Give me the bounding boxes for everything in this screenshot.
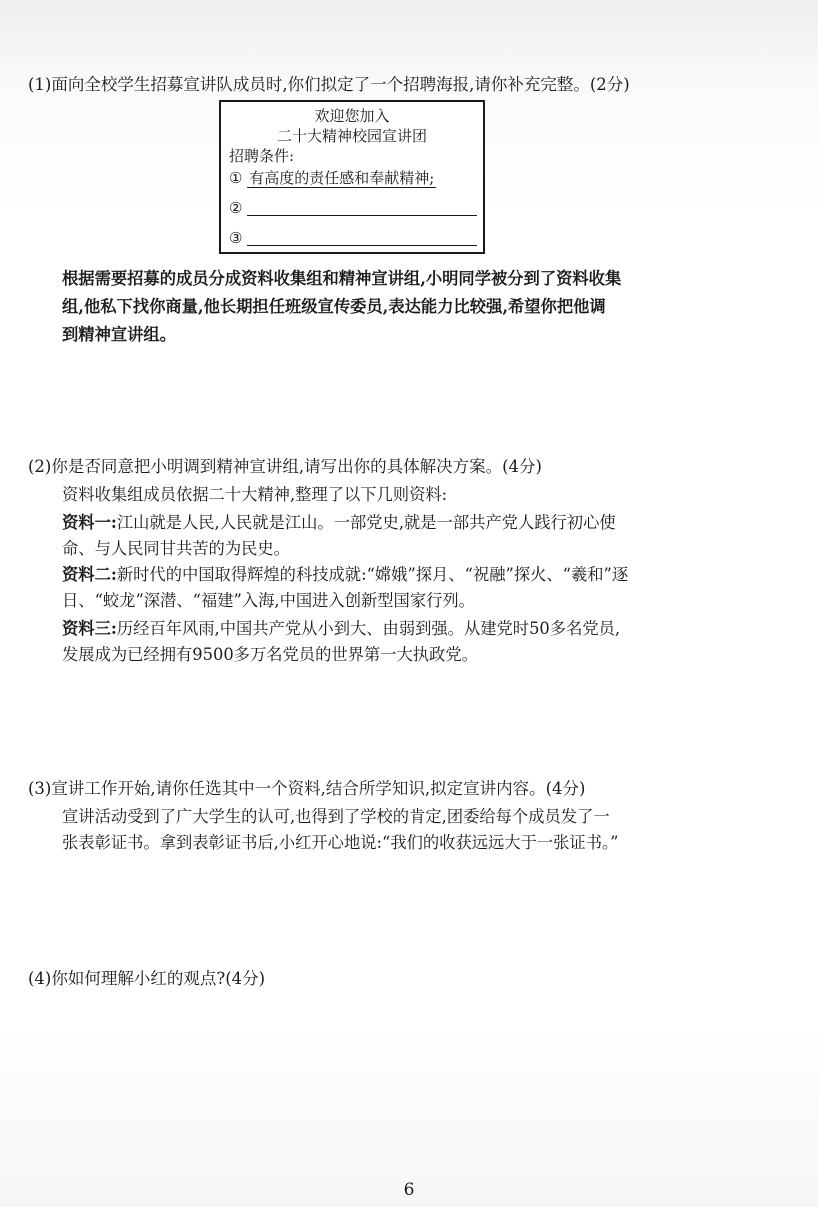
condition-1-number: ① [229, 169, 243, 187]
condition-3-blank[interactable] [247, 245, 477, 246]
material-3-label: 资料三: [62, 619, 117, 638]
material-2-label: 资料二: [62, 565, 117, 584]
q1-context-line3: 到精神宣讲组。 [62, 325, 176, 344]
poster-title-line2: 二十大精神校园宣讲团 [276, 127, 427, 145]
condition-3-number: ③ [229, 229, 243, 247]
poster-title-line1: 欢迎您加入 [314, 107, 390, 125]
question-3-prompt: (3)宣讲工作开始,请你任选其中一个资料,结合所学知识,拟定宣讲内容。(4分) [28, 779, 586, 798]
material-1-line2: 命、与人民同甘共苦的为民史。 [62, 539, 290, 558]
q2-intro: 资料收集组成员依据二十大精神,整理了以下几则资料: [62, 485, 448, 504]
question-4-prompt: (4)你如何理解小红的观点?(4分) [28, 969, 266, 988]
condition-2-blank[interactable] [247, 215, 477, 216]
page-number: 6 [403, 1180, 415, 1200]
material-1-line1 [62, 512, 616, 534]
poster-condition-1 [229, 168, 436, 188]
q1-context-line2: 组,他私下找你商量,他长期担任班级宣传委员,表达能力比较强,希望你把他调 [62, 297, 606, 316]
q1-context-line1: 根据需要招募的成员分成资料收集组和精神宣讲组,小明同学被分到了资料收集 [62, 269, 622, 288]
material-1-label: 资料一: [62, 513, 117, 532]
poster-conditions-label: 招聘条件: [229, 147, 295, 165]
material-2-line2: 日、“蛟龙”深潜、“福建”入海,中国进入创新型国家行列。 [62, 591, 475, 610]
question-2-prompt: (2)你是否同意把小明调到精神宣讲组,请写出你的具体解决方案。(4分) [28, 457, 542, 476]
material-2-text: 新时代的中国取得辉煌的科技成就:“嫦娥”探月、“祝融”探火、“羲和”逐 [116, 565, 629, 584]
material-3-text: 历经百年风雨,中国共产党从小到大、由弱到强。从建党时50多名党员, [116, 619, 621, 638]
q3-context-line1: 宣讲活动受到了广大学生的认可,也得到了学校的肯定,团委给每个成员发了一 [62, 807, 610, 826]
material-3-line1 [62, 618, 620, 640]
poster-condition-3 [229, 228, 242, 248]
condition-2-number: ② [229, 199, 243, 217]
q3-context-line2: 张表彰证书。拿到表彰证书后,小红开心地说:“我们的收获远远大于一张证书。” [62, 833, 619, 852]
condition-1-text: 有高度的责任感和奉献精神; [249, 169, 435, 187]
q4-answer-area[interactable] [28, 996, 788, 1166]
question-1-prompt: (1)面向全校学生招募宣讲队成员时,你们拟定了一个招聘海报,请你补充完整。(2分) [28, 75, 630, 94]
q2-answer-area[interactable] [28, 672, 788, 772]
recruitment-poster [219, 100, 485, 254]
poster-condition-2 [229, 198, 242, 218]
q3-answer-area[interactable] [28, 860, 788, 960]
q1-answer-area[interactable] [28, 352, 788, 452]
material-3-line2: 发展成为已经拥有9500多万名党员的世界第一大执政党。 [62, 645, 478, 664]
material-2-line1 [62, 564, 628, 586]
material-1-text: 江山就是人民,人民就是江山。一部党史,就是一部共产党人践行初心使 [116, 513, 616, 532]
